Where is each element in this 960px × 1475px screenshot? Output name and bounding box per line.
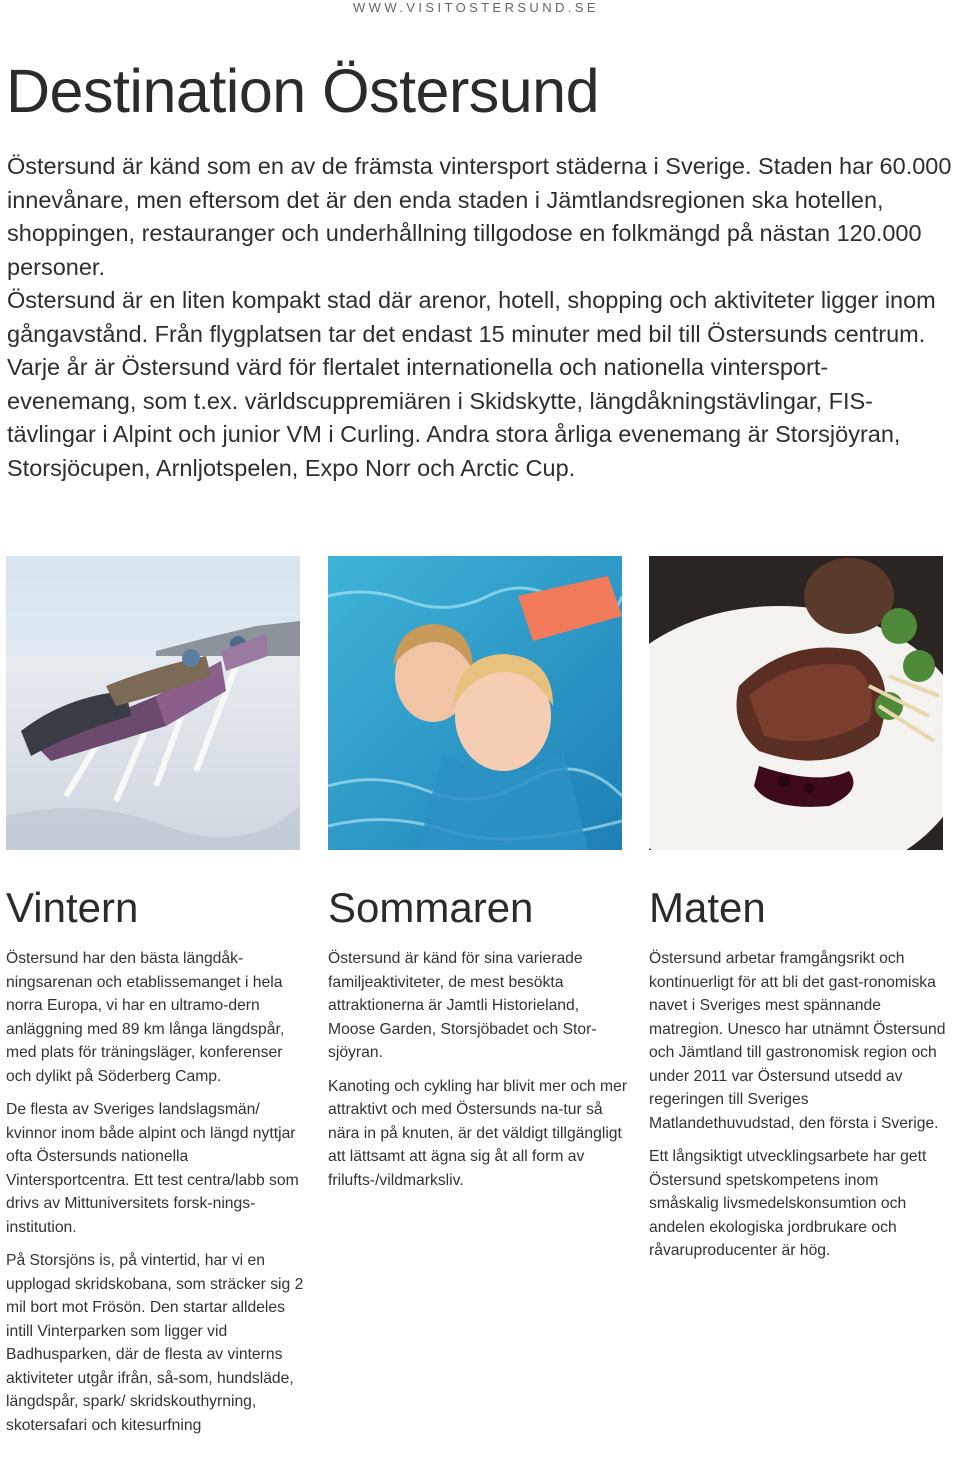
- maten-paragraph-1: Östersund arbetar framgångsrikt och kontinuerligt för att bli det gast-ronomiska navet i Sveriges mest spännande matregion. Unesco har utnämnt Östersund och Jämtland till gastronomisk region och under 2011 var Östersund utsedd av regeringen till Sveriges Matlandethuvudstad, den första i Sverige.: [649, 950, 946, 1132]
- sommaren-paragraph-1: Östersund är känd för sina varierade familjeaktiviteter, de mest besökta attraktionerna är Jamtli Historieland, Moose Garden, Storsjöbadet och Stor-sjöyran.: [328, 950, 597, 1061]
- heading-maten: Maten: [649, 884, 766, 931]
- intro-section: [7, 150, 957, 485]
- site-url[interactable]: WWW.VISITOSTERSUND.SE: [353, 0, 599, 15]
- vintern-paragraph-3: På Storsjöns is, på vintertid, har vi en upplogad skridskobana, som sträcker sig 2 mil bort mot Frösön. Den startar alldeles intill Vinterparken som ligger vid Badhusparken, där de flesta av vinterns aktiviteter utgår ifrån, så-som, hundsläde, längdspår, spark/ skridskouthyrning, skotersafari och kitesurfning: [6, 1252, 304, 1434]
- photo-food-plate: [649, 556, 943, 850]
- vintern-paragraph-2: De flesta av Sveriges landslagsmän/ kvinnor inom både alpint och längd nyttjar ofta Östersunds nationella Vintersportcentra. Ett test centra/labb som drivs av Mittuniversitets forsk-nings- institution.: [6, 1101, 299, 1236]
- column-maten: [649, 880, 949, 1273]
- vintern-paragraph-1: Östersund har den bästa längdåk-ningsarenan och etablissemanget i hela norra Europa, vi har en ultramo-dern anläggning med 89 km långa längdspår, med plats för träningsläger, konferenser och dylikt på Söderberg Camp.: [6, 950, 285, 1085]
- intro-paragraph-2: Östersund är en liten kompakt stad där arenor, hotell, shopping och aktiviteter ligger inom gångavstånd. Från flygplatsen tar det endast 15 minuter med bil till Östersunds centrum. Varje år är Östersund värd för flertalet internationella och nationella vintersport-evenemang, som t.ex. världscuppremiären i Skidskytte, längdåkningstävlingar, FIS-tävlingar i Alpint och junior VM i Curling. Andra stora årliga evenemang är Storsjöyran, Storsjöcupen, Arnljotspelen, Expo Norr och Arctic Cup.: [7, 287, 936, 481]
- intro-paragraph-1: Östersund är känd som en av de främsta vintersport städerna i Sverige. Staden har 60.000 innevånare, men eftersom det är den enda staden i Jämtlandsregionen ska hotellen, shoppingen, restauranger och underhållning tillgodose en folkmängd på nästan 120.000 personer.: [7, 153, 952, 280]
- page-title: Destination Östersund: [6, 57, 600, 125]
- maten-paragraph-2: Ett långsiktigt utvecklingsarbete har gett Östersund spetskompetens inom småskalig livsmedelskonsumtion och andelen ekologiska jordbrukare och råvaruproducenter är hög.: [649, 1148, 927, 1259]
- column-vintern: [6, 880, 306, 1447]
- heading-vintern: Vintern: [6, 884, 139, 931]
- photo-winter-deckchairs: [6, 556, 300, 850]
- sommaren-paragraph-2: Kanoting och cykling har blivit mer och mer attraktivt och med Östersunds na-tur så nära in på knuten, är det väldigt tillgängligt att lättsamt att ägna sig åt all form av frilufts-/vildmarksliv.: [328, 1077, 628, 1189]
- column-sommaren: [328, 880, 628, 1202]
- heading-sommaren: Sommaren: [328, 884, 534, 931]
- photo-children-pool: [328, 556, 622, 850]
